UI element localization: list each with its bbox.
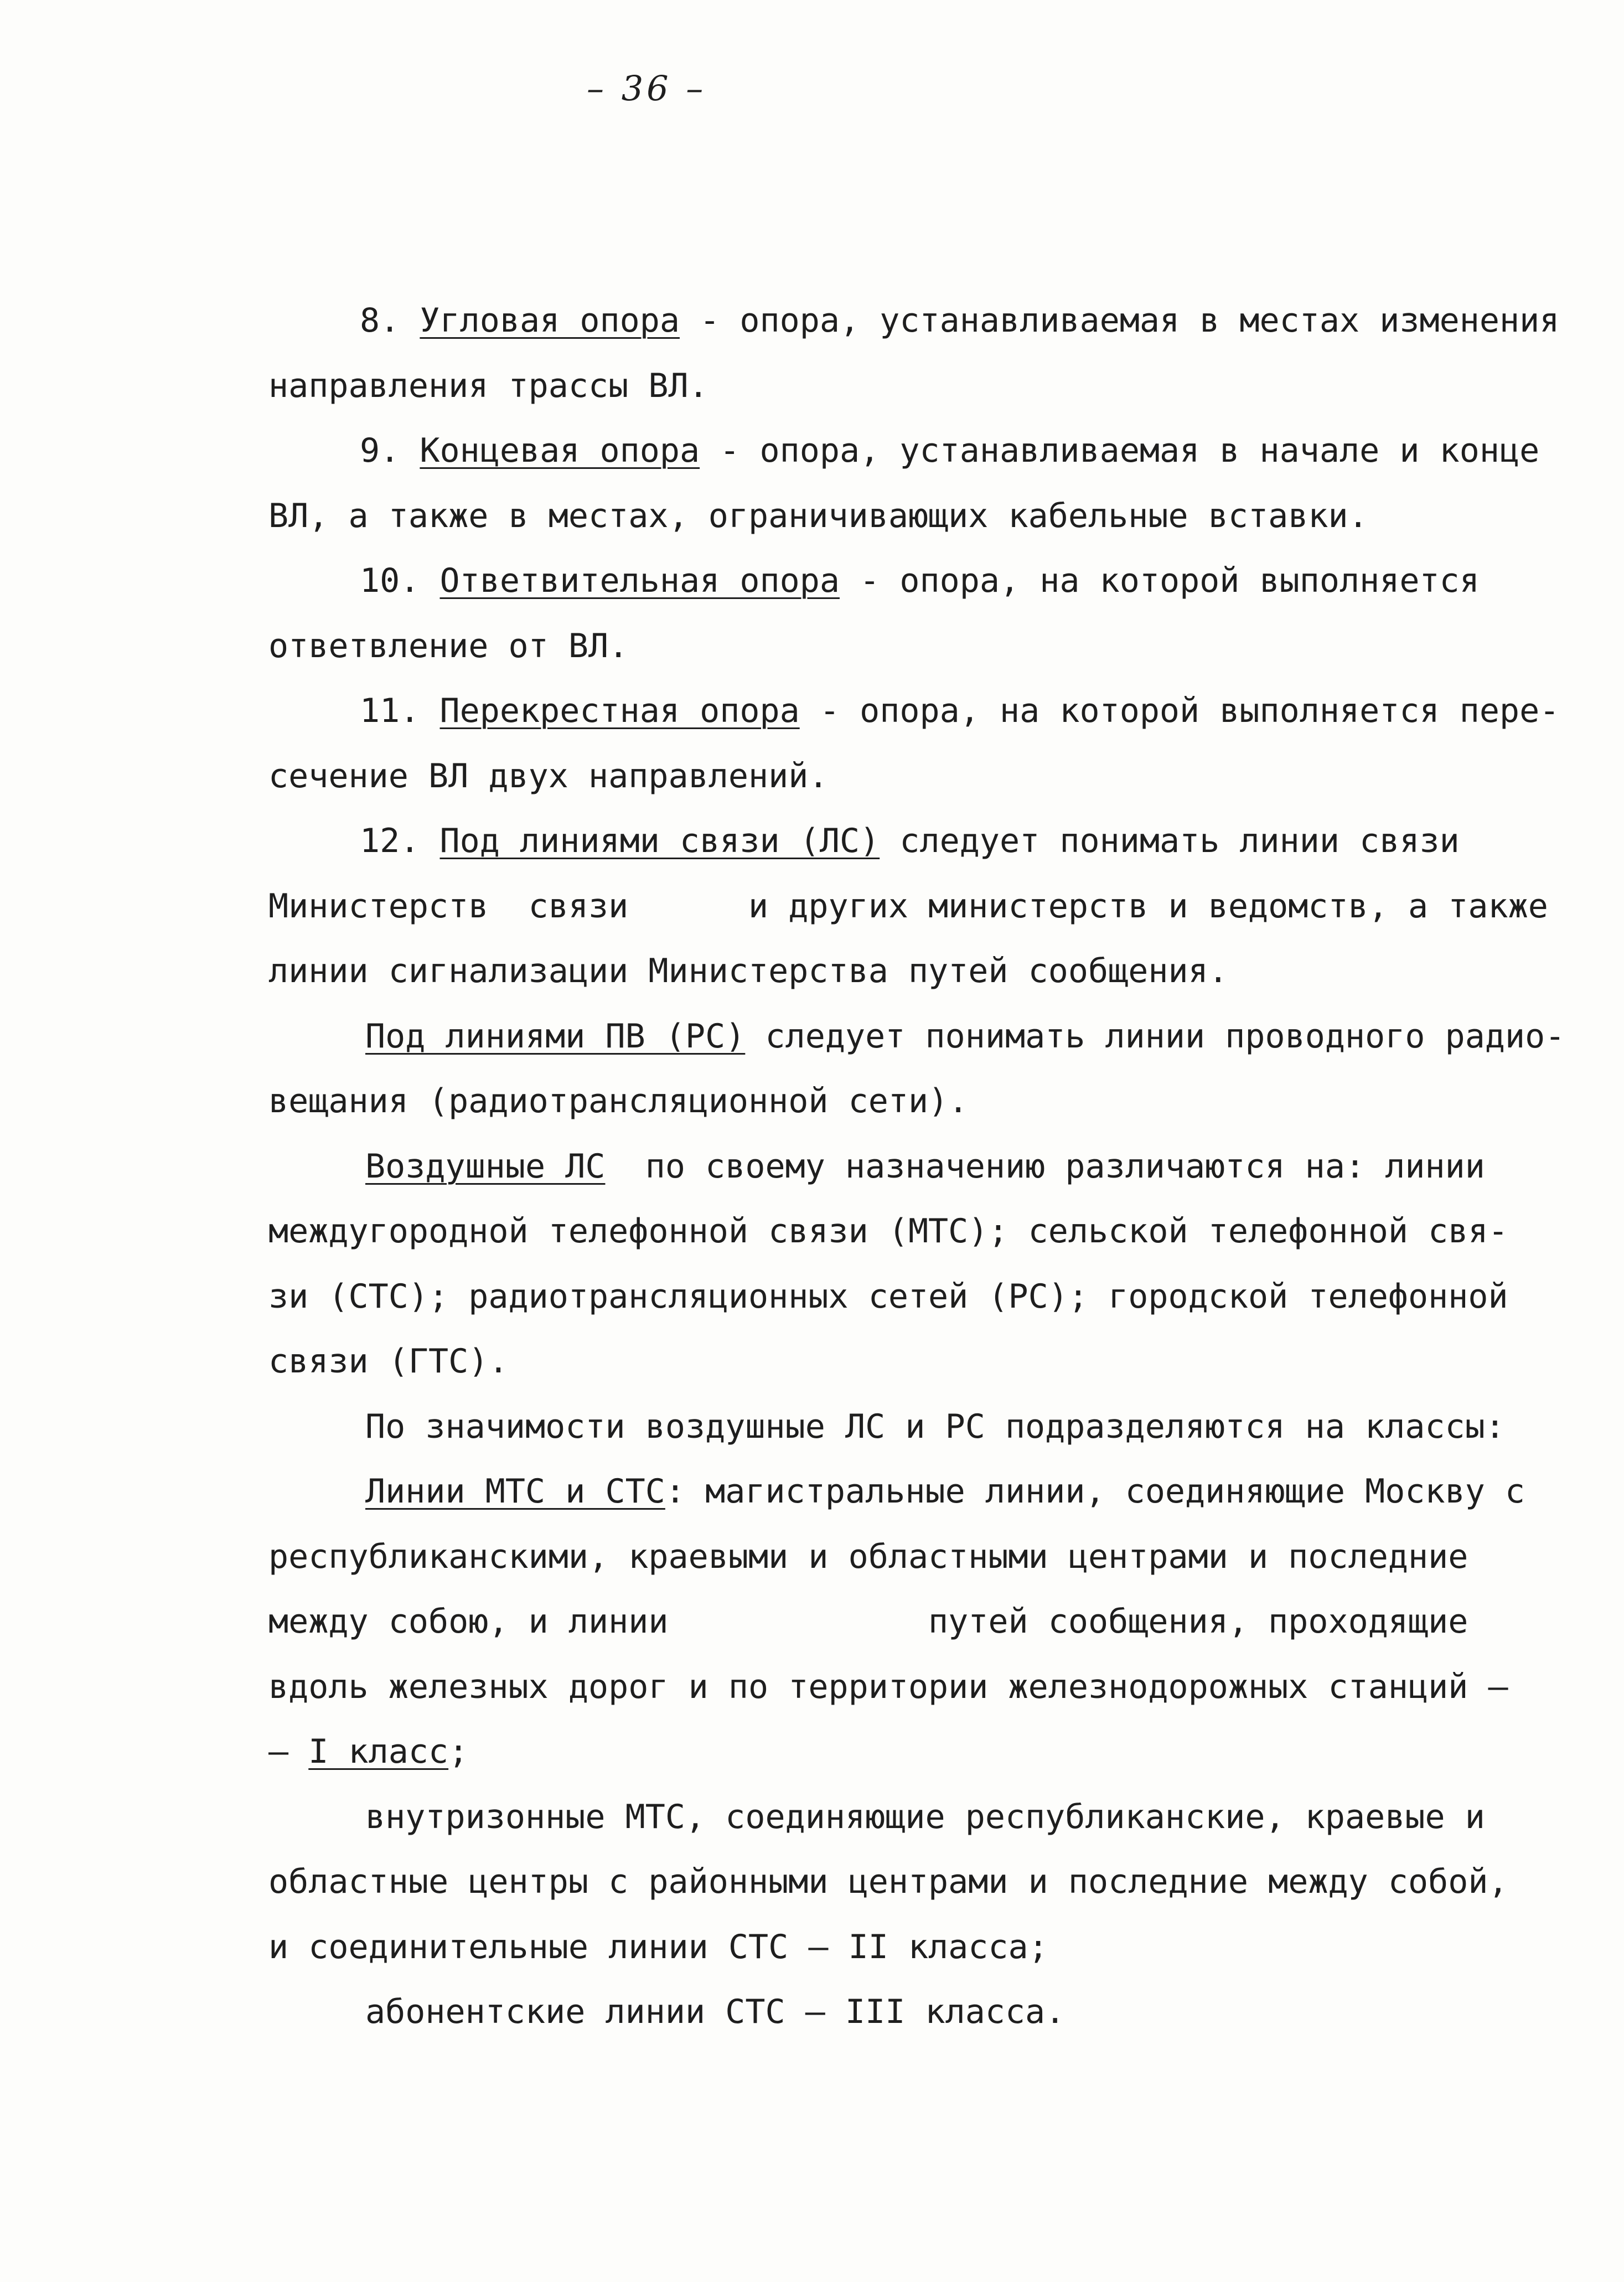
dash-prefix: –	[268, 1732, 309, 1771]
pv-line-2: вещания (радиотрансляционной сети).	[268, 1082, 969, 1121]
class-label-underlined: I класс	[308, 1732, 449, 1771]
definition-text: - опора, устанавливаемая в начале и конце	[720, 431, 1540, 470]
class-1-line-3: между собою, и линии путей сообщения, проходящие	[268, 1602, 1468, 1641]
definition-text: по своему назначению различаются на: линии	[645, 1147, 1485, 1186]
definition-text: - опора, на которой выполняется пере-	[819, 691, 1560, 730]
item-12-line-2: Министерств связи и других министерств и ведомств, а также	[268, 887, 1548, 926]
item-number: 12.	[360, 822, 420, 860]
class-1-line-1	[365, 1459, 1525, 1524]
definition-text: : магистральные линии, соединяющие Москву с	[665, 1472, 1525, 1511]
vozd-line-4: связи (ГТС).	[268, 1342, 509, 1381]
term-underlined: Ответвительная опора	[439, 561, 840, 600]
term-underlined: Перекрестная опора	[439, 691, 800, 730]
pv-line-1	[365, 1004, 1565, 1069]
class-1-line-2: республиканскими, краевыми и областными центрами и последние	[268, 1537, 1468, 1576]
item-8-line-2: направления трассы ВЛ.	[268, 366, 708, 405]
vozd-line-3: зи (СТС); радиотрансляционных сетей (РС); городской телефонной	[268, 1277, 1508, 1316]
item-9-line-1	[360, 418, 1539, 483]
definition-text: следует понимать линии связи	[899, 822, 1460, 860]
definition-text: - опора, на которой выполняется	[860, 561, 1480, 600]
item-10-line-1	[360, 548, 1480, 613]
vozd-line-1	[365, 1134, 1485, 1199]
class-3-line-1: абонентские линии СТС – III класса.	[365, 1992, 1066, 2031]
item-10-line-2: ответвление от ВЛ.	[268, 627, 629, 665]
definition-text: следует понимать линии проводного радио-	[765, 1017, 1565, 1056]
item-8-line-1	[360, 288, 1559, 353]
classes-intro: По значимости воздушные ЛС и РС подразделяются на классы:	[365, 1407, 1506, 1446]
item-number: 8.	[360, 301, 400, 340]
term-underlined: Под линиями ПВ (РС)	[365, 1017, 746, 1056]
item-number: 10.	[360, 561, 420, 600]
term-underlined: Под линиями связи (ЛС)	[439, 822, 880, 860]
definition-text: - опора, устанавливаемая в местах изменения	[700, 301, 1560, 340]
item-number: 9.	[360, 431, 400, 470]
class-1-line-4: вдоль железных дорог и по территории железнодорожных станций –	[268, 1667, 1508, 1706]
term-underlined: Воздушные ЛС	[365, 1147, 606, 1186]
page-number: – 36 –	[587, 68, 707, 109]
class-1-line-5	[268, 1719, 468, 1784]
item-11-line-1	[360, 678, 1559, 744]
term-underlined: Концевая опора	[420, 431, 700, 470]
item-11-line-2: сечение ВЛ двух направлений.	[268, 757, 829, 796]
item-9-line-2: ВЛ, а также в местах, ограничивающих кабельные вставки.	[268, 497, 1368, 535]
vozd-line-2: междугородной телефонной связи (МТС); сельской телефонной свя-	[268, 1212, 1508, 1251]
class-2-line-3: и соединительные линии СТС – II класса;	[268, 1928, 1048, 1966]
term-underlined: Линии МТС и СТС	[365, 1472, 665, 1511]
class-2-line-2: областные центры с районными центрами и последние между собой,	[268, 1862, 1508, 1901]
item-number: 11.	[360, 691, 420, 730]
item-12-line-1	[360, 808, 1460, 874]
item-12-line-3: линии сигнализации Министерства путей сообщения.	[268, 952, 1228, 990]
punctuation: ;	[448, 1732, 469, 1771]
class-2-line-1: внутризонные МТС, соединяющие республиканские, краевые и	[365, 1798, 1485, 1836]
term-underlined: Угловая опора	[420, 301, 680, 340]
